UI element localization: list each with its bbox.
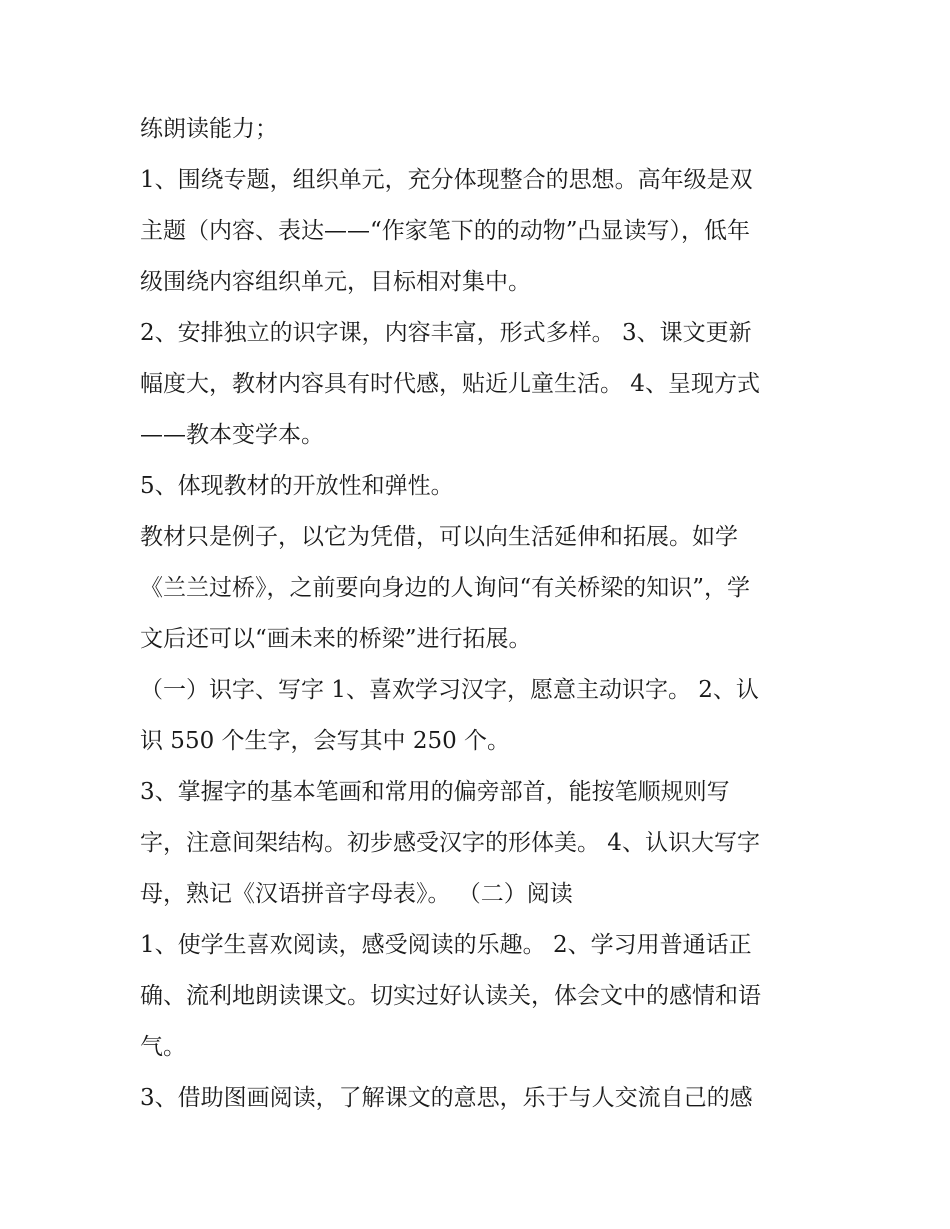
text-line-2: 1、围绕专题，组织单元，充分体现整合的思想。高年级是双 xyxy=(140,167,753,193)
text-line-3: 主题（内容、表达——“作家笔下的的动物”凸显读写），低年 xyxy=(140,218,751,244)
text-line-13: 识 550 个生字，会写其中 250 个。 xyxy=(140,728,511,754)
text-line-4: 级围绕内容组织单元，目标相对集中。 xyxy=(140,269,531,295)
text-line-19: 气。 xyxy=(140,1034,186,1060)
text-line-5: 2、安排独立的识字课，内容丰富，形式多样。 3、课文更新 xyxy=(140,320,752,346)
text-line-16: 母，熟记《汉语拼音字母表》。 （二）阅读 xyxy=(140,881,573,907)
text-line-8: 5、体现教材的开放性和弹性。 xyxy=(140,473,454,499)
text-line-9: 教材只是例子，以它为凭借，可以向生活延伸和拓展。如学 xyxy=(140,524,738,550)
text-line-18: 确、流利地朗读课文。切实过好认读关，体会文中的感情和语 xyxy=(140,983,761,1009)
text-line-14: 3、掌握字的基本笔画和常用的偏旁部首，能按笔顺规则写 xyxy=(140,779,730,805)
text-line-10: 《兰兰过桥》，之前要向身边的人询问“有关桥梁的知识”，学 xyxy=(140,575,751,601)
text-line-11: 文后还可以“画未来的桥梁”进行拓展。 xyxy=(140,626,532,652)
text-line-1: 练朗读能力； xyxy=(140,116,278,142)
text-line-17: 1、使学生喜欢阅读，感受阅读的乐趣。 2、学习用普通话正 xyxy=(140,932,752,958)
text-line-20: 3、借助图画阅读，了解课文的意思，乐于与人交流自己的感 xyxy=(140,1085,753,1111)
text-line-12: （一）识字、写字 1、喜欢学习汉字，愿意主动识字。 2、认 xyxy=(140,677,759,703)
text-line-6: 幅度大，教材内容具有时代感，贴近儿童生活。 4、呈现方式 xyxy=(140,371,760,397)
text-line-7: ——教本变学本。 xyxy=(140,422,324,448)
text-line-15: 字，注意间架结构。初步感受汉字的形体美。 4、认识大写字 xyxy=(140,830,760,856)
body-text xyxy=(140,104,815,1124)
